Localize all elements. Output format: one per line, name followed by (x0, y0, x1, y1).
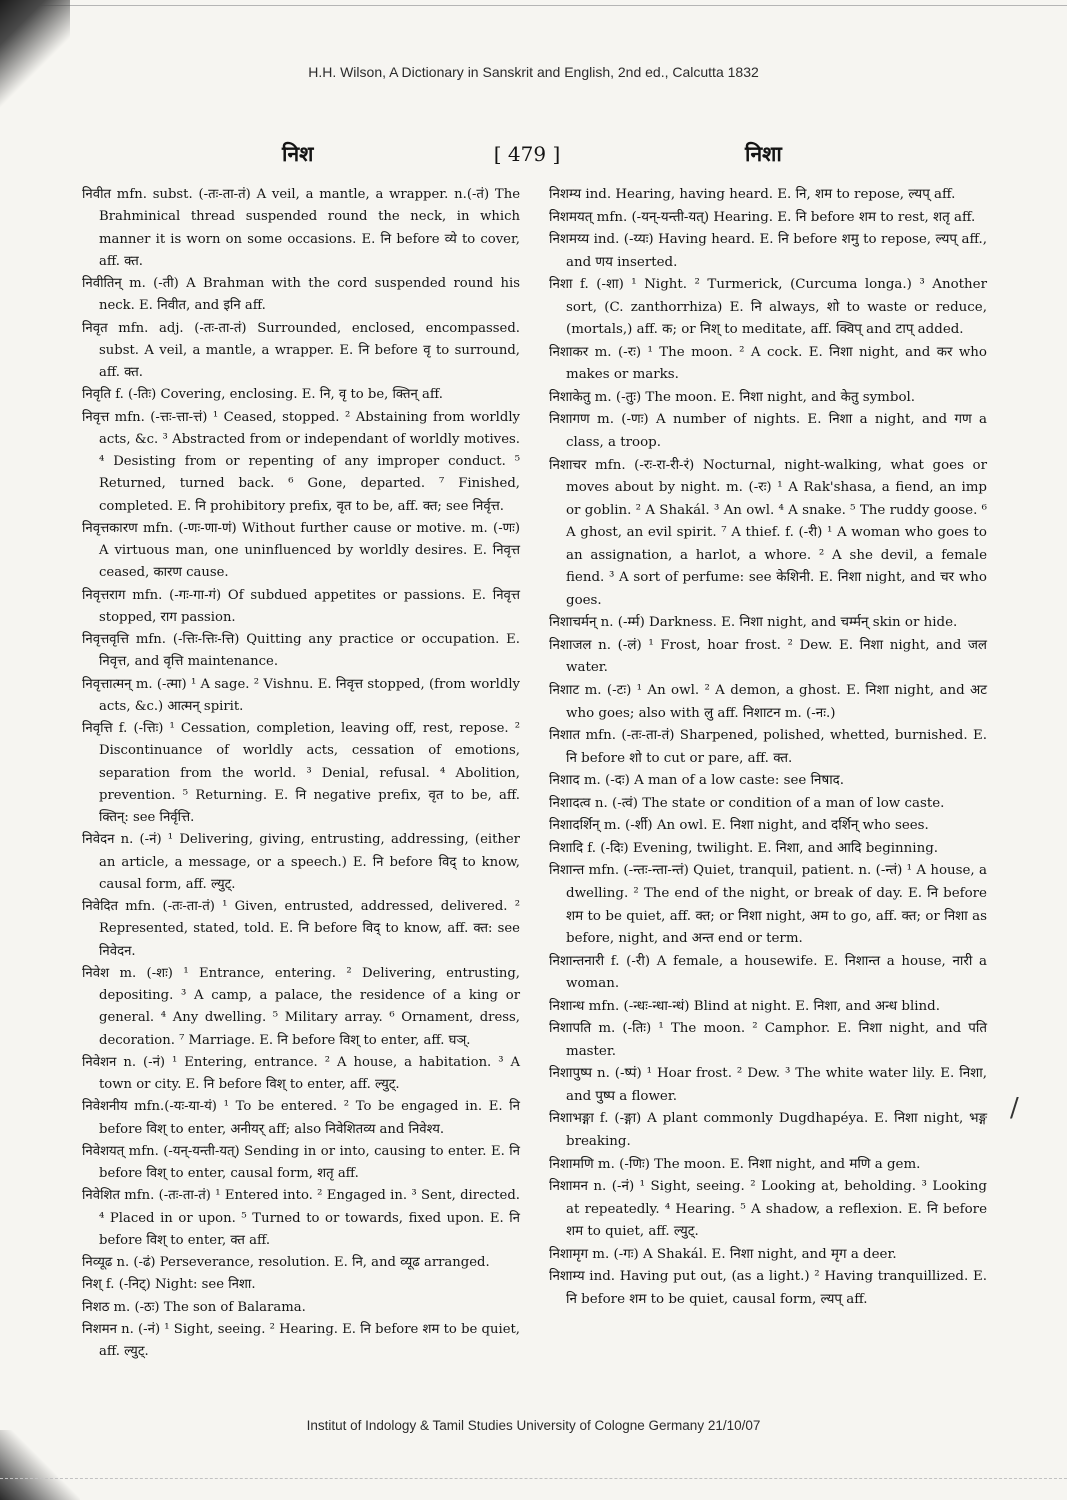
dictionary-entry: निशाट m. (-टः) ¹ An owl. ² A demon, a ghost. E. निशा night, and अट who goes; also with लु aff. निशाटन m. (-नः.) (549, 683, 987, 721)
dictionary-entry: निशापुष्प n. (-ष्पं) ¹ Hoar frost. ² Dew. ³ The white water lily. E. निशा, and पुष्प a flower. (549, 1066, 987, 1104)
dictionary-entry: निशामन n. (-नं) ¹ Sight, seeing. ² Looking at, beholding. ³ Looking at repeatedly. ⁴ Hearing. ⁵ A shadow, a reflexion. E. नि before शम to quiet, aff. ल्युट्. (549, 1179, 987, 1240)
dictionary-entry: निशापति m. (-तिः) ¹ The moon. ² Camphor. E. निशा night, and पति master. (549, 1021, 987, 1059)
top-scan-line (0, 5, 1067, 6)
left-column (82, 184, 520, 1363)
dictionary-entry: निशाचर mfn. (-रः-रा-री-रं) Nocturnal, night-walking, what goes or moves about by night. m. (-रः) ¹ A Rak'shasa, a fiend, an imp or goblin. ² A Shakál. ³ An owl. ⁴ A snake. ⁵ The ruddy goose. ⁶ A ghost, an evil spirit. ⁷ A thief. f. (-री) ¹ A woman who goes to an assignation, a harlot, a whore. ² A she devil, a female fiend. ³ A sort of perfume: see केशिनी. E. निशा night, and चर who goes. (549, 457, 987, 608)
dictionary-entry: निशामृग m. (-गः) A Shakál. E. निशा night, and मृग a deer. (549, 1246, 897, 1262)
dictionary-entry: निशागण m. (-णः) A number of nights. E. निशा a night, and गण a class, a troop. (549, 412, 987, 451)
dictionary-entry: निवृत्त mfn. (-त्तः-त्ता-त्तं) ¹ Ceased, stopped. ² Abstaining from worldly acts, &c. ³ Abstracted from or independant of worldly motives. ⁴ Desisting from or repenting of any improper conduct. ⁵ Returned, turned back. ⁶ Gone, departed. ⁷ Finished, completed. E. नि prohibitory prefix, वृत to be, aff. क्त; see निर्वृत्त. (82, 409, 520, 514)
dictionary-entry: निवेशित mfn. (-तः-ता-तं) ¹ Entered into. ² Engaged in. ³ Sent, directed. ⁴ Placed in or upon. ⁵ Turned to or towards, fixed upon. E. नि before विश् to enter, क्त aff. (82, 1188, 520, 1248)
dictionary-entry: निवेदित mfn. (-तः-ता-तं) ¹ Given, entrusted, addressed, delivered. ² Represented, stated, told. E. नि before विद् to know, aff. क्त: see निवेदन. (82, 899, 520, 959)
margin-pencil-mark: / (1010, 1093, 1019, 1123)
dictionary-entry: निशाजल n. (-लं) ¹ Frost, hoar frost. ² Dew. E. निशा night, and जल water. (549, 637, 987, 676)
dictionary-entry: निव्यूढ n. (-ढं) Perseverance, resolution. E. नि, and व्यूढ arranged. (82, 1255, 490, 1270)
dictionary-entry: निवीत mfn. subst. (-तः-ता-तं) A veil, a mantle, a wrapper. n.(-तं) The Brahminical thread suspended round the neck, in which manner it is worn on some occasions. E. नि before व्ये to cover, aff. क्त. (82, 187, 520, 269)
dictionary-entry: निवेदन n. (-नं) ¹ Delivering, giving, entrusting, addressing, (either an article, a message, or a speech.) E. नि before विद् to know, causal form, aff. ल्युट्. (82, 832, 520, 892)
dictionary-entry: निवीतिन् m. (-ती) A Brahman with the cord suspended round his neck. E. निवीत, and इनि aff. (82, 276, 520, 314)
right-running-headword: निशा (745, 141, 782, 166)
dictionary-entry: निशान्तनारी f. (-री) A female, a housewife. E. निशान्त a house, नारी a woman. (549, 953, 987, 992)
dictionary-entry: निशमयत् mfn. (-यन्-यन्ती-यत्) Hearing. E. नि before शम to rest, शतृ aff. (549, 209, 976, 225)
dictionary-entry: निशान्त mfn. (-न्तः-न्ता-न्तं) Quiet, tranquil, patient. n. (-न्तं) ¹ A house, a dwelling. ² The end of the night, or break of day. E. नि before शम to be quiet, aff. क्त; or निशा night, अम to go, aff. क्त; or निशा as before, night, and अन्त end or term. (549, 863, 987, 947)
dictionary-entry: निशाभङ्गा f. (-ङ्गा) A plant commonly Dugdhapéya. E. निशा night, भङ्ग breaking. (549, 1111, 987, 1149)
dictionary-entry: निशाकेतु m. (-तुः) The moon. E. निशा night, and केतु symbol. (549, 389, 916, 405)
dictionary-entry: निशाद m. (-दः) A man of a low caste: see निषाद. (549, 773, 845, 789)
dictionary-entry: निश् f. (-निट्) Night: see निशा. (82, 1277, 256, 1293)
page-number: [ 479 ] (493, 142, 561, 166)
dictionary-entry: निशान्ध mfn. (-न्धः-न्धा-न्धं) Blind at night. E. निशा, and अन्ध blind. (549, 998, 940, 1014)
dictionary-entry: निवेशयत् mfn. (-यन्-यन्ती-यत्) Sending in or into, causing to enter. E. नि before विश् to enter, causal form, शतृ aff. (82, 1143, 520, 1181)
dictionary-entry: निशमय्य ind. (-य्यः) Having heard. E. नि before शमु to repose, ल्यप् aff., and णय inserted. (549, 232, 987, 270)
dictionary-entry: निवृत्ति f. (-त्तिः) ¹ Cessation, completion, leaving off, rest, repose. ² Discontinuance of worldly acts, cessation of emotions, separation from the world. ³ Denial, refusal. ⁴ Abolition, prevention. ⁵ Returning. E. नि negative prefix, वृत to be, aff. क्तिन्: see निर्वृत्ति. (82, 721, 520, 825)
footer-credit: Institut of Indology & Tamil Studies University of Cologne Germany 21/10/07 (306, 1418, 761, 1433)
dictionary-entry: निशादत्व n. (-त्वं) The state or condition of a man of low caste. (549, 795, 945, 811)
dictionary-entry: निशमन n. (-नं) ¹ Sight, seeing. ² Hearing. E. नि before शम to be quiet, aff. ल्युट्. (82, 1321, 520, 1359)
dictionary-entry: निशामणि m. (-णिः) The moon. E. निशा night, and मणि a gem. (549, 1156, 921, 1172)
scan-corner-shadow-top (0, 0, 70, 110)
left-running-headword: निश (282, 141, 314, 166)
scan-corner-shadow-bottom (0, 1430, 80, 1500)
right-column (549, 184, 987, 1311)
dictionary-entry: निवेशनीय mfn.(-यः-या-यं) ¹ To be entered. ² To be engaged in. E. नि before विश् to enter, अनीयर् aff; also निवेशितव्य and निवेश्य. (82, 1099, 520, 1137)
dictionary-entry: निवृत्तकारण mfn. (-णः-णा-णं) Without further cause or motive. m. (-णः) A virtuous man, one uninfluenced by worldly desires. E. निवृत्त ceased, कारण cause. (82, 520, 520, 581)
dictionary-entry: निशादि f. (-दिः) Evening, twilight. E. निशा, and आदि beginning. (549, 840, 939, 856)
dictionary-entry: निवृति f. (-तिः) Covering, enclosing. E. नि, वृ to be, क्तिन् aff. (82, 387, 443, 403)
dictionary-entry: निवृत mfn. adj. (-तः-ता-तं) Surrounded, enclosed, encompassed. subst. A veil, a mantle, a wrapper. E. नि before वृ to surround, aff. क्त. (82, 320, 520, 380)
dictionary-entry: निवृत्तराग mfn. (-गः-गा-गं) Of subdued appetites or passions. E. निवृत्त stopped, राग passion. (82, 587, 520, 625)
dictionary-entry: निवृत्तात्मन् m. (-त्मा) ¹ A sage. ² Vishnu. E. निवृत्त stopped, (from worldly acts, &c.) आत्मन् spirit. (82, 676, 520, 714)
dictionary-entry: निशादर्शिन् m. (-र्शी) An owl. E. निशा night, and दर्शिन् who sees. (549, 818, 929, 834)
bottom-scan-line (0, 1478, 1067, 1479)
dictionary-entry: निशा f. (-शा) ¹ Night. ² Turmerick, (Curcuma longa.) ³ Another sort, (C. zanthorrhiza) E. नि always, शो to waste or reduce, (mortals,) aff. क; or निश् to meditate, aff. क्विप् and टाप् added. (549, 277, 987, 338)
dictionary-entry: निवेश m. (-शः) ¹ Entrance, entering. ² Delivering, entrusting, depositing. ³ A camp, a palace, the residence of a king or general. ⁴ Any dwelling. ⁵ Military array. ⁶ Ornament, dress, decoration. ⁷ Marriage. E. नि before विश् to enter, aff. घञ्. (82, 965, 520, 1048)
dictionary-entry: निशाकर m. (-रः) ¹ The moon. ² A cock. E. निशा night, and कर who makes or marks. (549, 344, 987, 383)
source-line: H.H. Wilson, A Dictionary in Sanskrit and English, 2nd ed., Calcutta 1832 (308, 64, 759, 80)
dictionary-entry: निशठ m. (-ठः) The son of Balarama. (82, 1299, 306, 1315)
dictionary-entry: निवेशन n. (-नं) ¹ Entering, entrance. ² A house, a habitation. ³ A town or city. E. नि before विश् to enter, aff. ल्युट्. (82, 1054, 520, 1092)
dictionary-entry: निवृत्तवृत्ति mfn. (-त्तिः-त्तिः-त्ति) Quitting any practice or occupation. E. निवृत्त, and वृत्ति maintenance. (82, 632, 520, 670)
dictionary-entry: निशाम्य ind. Having put out, (as a light.) ² Having tranquillized. E. नि before शम to be quiet, causal form, ल्यप् aff. (549, 1269, 987, 1307)
dictionary-entry: निशम्य ind. Hearing, having heard. E. नि, शम to repose, ल्यप् aff. (549, 187, 956, 202)
dictionary-entry: निशात mfn. (-तः-ता-तं) Sharpened, polished, whetted, burnished. E. नि before शो to cut or pare, aff. क्त. (549, 728, 987, 766)
dictionary-entry: निशाचर्मन् n. (-र्म्म) Darkness. E. निशा night, and चर्म्मन् skin or hide. (549, 615, 958, 631)
